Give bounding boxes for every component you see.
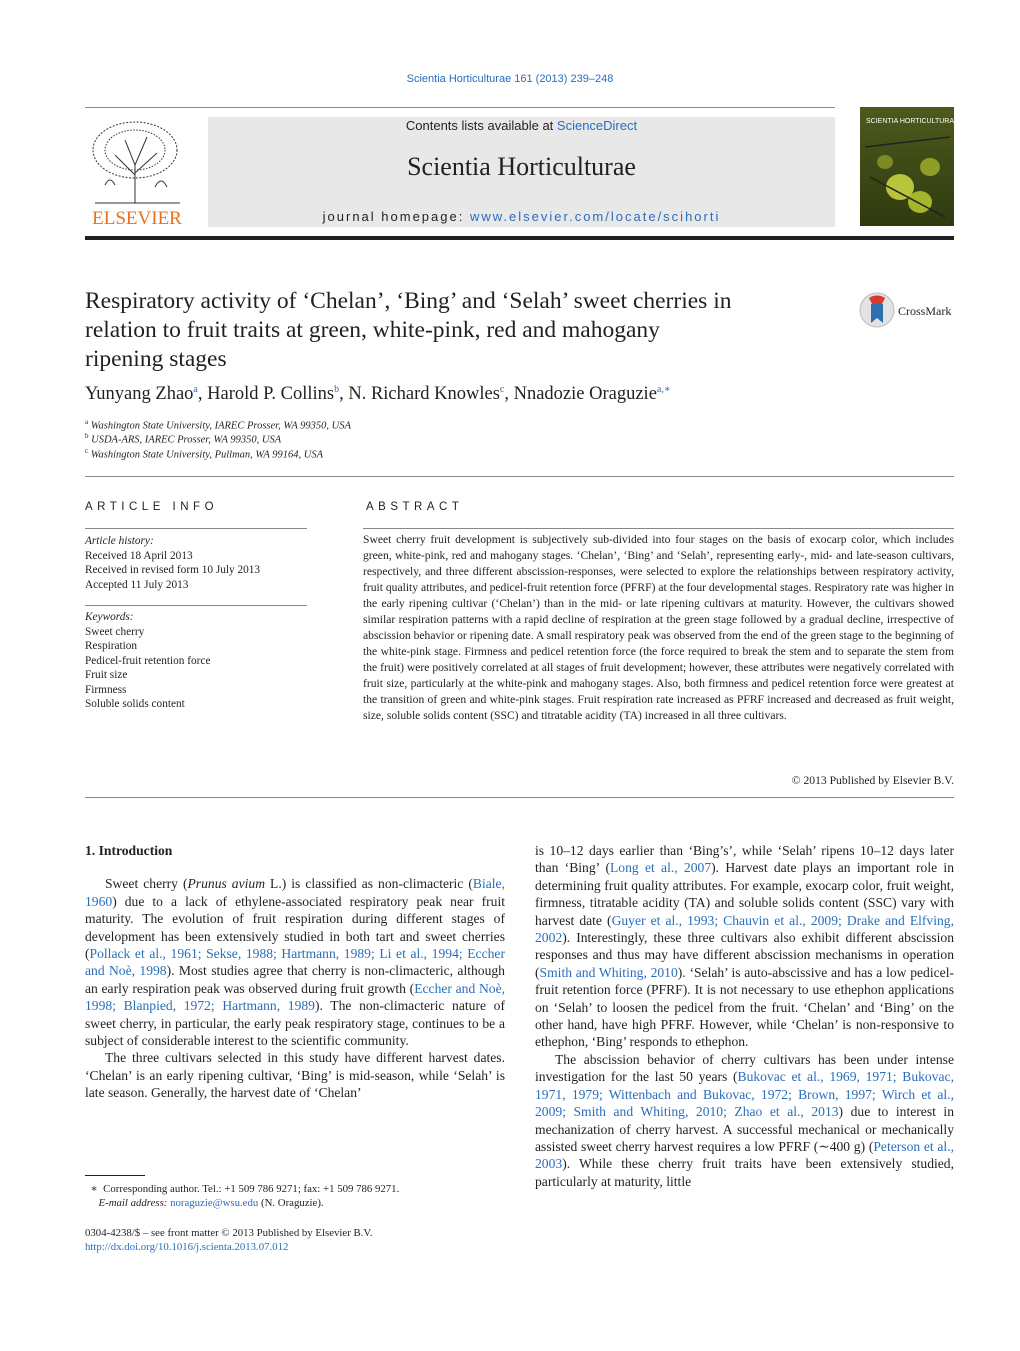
contents-line [208, 118, 835, 133]
email-label: E-mail address: [98, 1197, 168, 1210]
citation-link[interactable]: Biale, 1960 [85, 876, 505, 909]
abstract-copyright: © 2013 Published by Elsevier B.V. [791, 774, 954, 787]
sciencedirect-link[interactable]: ScienceDirect [556, 118, 638, 133]
doi-link[interactable]: http://dx.doi.org/10.1016/j.scienta.2013.07.012 [85, 1241, 289, 1254]
affiliation-text: Washington State University, IAREC Prosser, WA 99350, USA [90, 420, 351, 432]
body-paragraph: Sweet cherry (Prunus avium L.) is classified as non-climacteric (Biale, 1960) due to a lack of ethylene-associated respiratory peak near fruit maturity. The evolution of fruit respiration during different stages of development has been extensively studied in both tart and sweet cherries (Pollack et al., 1961; Sekse, 1988; Hartmann, 1989; Li et al., 1994; Eccher and Noè, 1998). Most studies agree that cherry is non-climacteric, although an early respiration peak was observed during fruit growth (Eccher and Noè, 1998; Blanpied, 1972; Hartmann, 1989). The non-climacteric nature of sweet cherry, in particular, the early peak respiratory stage, continues to be a subject of considerable interest to the scientific community. [85, 876, 505, 1049]
title-line-2: relation to fruit traits at green, white-pink, red and mahogany [85, 317, 660, 343]
author-affil-marker[interactable]: b [334, 384, 340, 395]
body-left-column [85, 842, 505, 1102]
divider [85, 797, 954, 798]
keyword: Pedicel-fruit retention force [85, 654, 211, 667]
keyword: Firmness [85, 683, 127, 696]
author-affil-marker[interactable]: c [499, 384, 505, 395]
header-top-rule [85, 107, 835, 108]
abstract-paragraph: Sweet cherry fruit development is subjectively sub-divided into four stages on the basis of exocarp color, which includes green, white-pink, red and mahogany stages. ‘Chelan’, ‘Bing’ and ‘Selah’, representing early-, mid- and late-season cultivars, respectively, and three different abscission-responses, were selected to explore the relationships between respiratory activity, fruit quality attributes, and pedicel-fruit retention force (PFRF) at the four developmental stages. Respiratory rate was higher in the early ripening cultivar (‘Chelan’) than in the mid- or late ripening cultivars at maturity. However, the cultivars showed similar respiration patterns with a rapid decline of respiration at the green stage followed by a gradual decline, irrespective of abscission behavior or ripening date. A small respiratory peak was observed from the end of the green stage to the beginning of the white-pink stage. Firmness and pedicel retention force (the force required to break the stem and to separate the stem from the fruit) were positively correlated at all stages of fruit development; however, these attributes were negatively correlated with fruit size, particularly at the white-pink and mahogany stages. Also, both firmness and pedicel retention force were greatest at the transition of green and white-pink stages. Fruit respiration rate increased as PFRF increased and decreased as fruit weight, size, soluble solids content (SSC) and titratable acidity (TA) increased in all three cultivars. [363, 533, 954, 722]
italic-text: Prunus avium [187, 876, 266, 892]
contents-prefix: Contents lists available at [405, 118, 557, 133]
divider [85, 605, 307, 606]
author-affil-marker[interactable]: a,∗ [656, 384, 671, 395]
abstract-text [363, 532, 954, 724]
elsevier-logo[interactable] [85, 115, 190, 230]
author-name[interactable]: Yunyang Zhao [85, 384, 194, 405]
crossmark-label: CrossMark [898, 304, 952, 318]
keyword: Sweet cherry [85, 625, 145, 638]
divider [363, 528, 954, 529]
affiliation-text: USDA-ARS, IAREC Prosser, WA 99350, USA [91, 434, 282, 446]
author-name[interactable]: N. Richard Knowles [348, 384, 500, 405]
article-info-heading: ARTICLE INFO [85, 501, 219, 513]
affiliation-marker: a [85, 418, 89, 426]
footnote-text: Corresponding author. Tel.: +1 509 786 9271; fax: +1 509 786 9271. [103, 1183, 400, 1195]
accepted-date: Accepted 11 July 2013 [85, 578, 189, 591]
affiliation-text: Washington State University, Pullman, WA 99164, USA [90, 449, 324, 461]
journal-cover-image[interactable] [860, 107, 954, 226]
front-matter [85, 1226, 373, 1255]
author-name[interactable]: Harold P. Collins [207, 384, 335, 405]
citation-link[interactable]: Smith and Whiting, 2010 [539, 964, 678, 980]
author-affil-marker[interactable]: a [193, 384, 198, 395]
journal-citation[interactable]: Scientia Horticulturae 161 (2013) 239–248 [406, 73, 614, 85]
keyword: Respiration [85, 640, 138, 652]
affiliation [85, 418, 351, 432]
journal-title: Scientia Horticulturae [407, 152, 636, 181]
cover-image-icon [860, 107, 954, 226]
cover-text: SCIENTIA HORTICULTURAE [866, 118, 954, 125]
citation-link[interactable]: Pollack et al., 1961; Sekse, 1988; Hartmann, 1989; Li et al., 1994; Eccher and Noè, 1998 [85, 946, 505, 979]
title-line-3: ripening stages [85, 346, 227, 372]
footnote-rule [85, 1175, 145, 1176]
footnote-marker: ∗ [90, 1183, 98, 1195]
author-list: Yunyang Zhao$^a$, Harold P. Collins$^b$, N. Richard Knowles$^c$, Nnadozie Oraguzie$^{a,∗}$ [85, 384, 671, 405]
keywords-label: Keywords: [85, 611, 134, 623]
citation-link[interactable]: Peterson et al., 2003 [535, 1138, 954, 1172]
crossmark-icon [858, 290, 958, 330]
journal-homepage [208, 209, 835, 224]
affiliation-marker: c [85, 447, 89, 455]
article-title [85, 287, 825, 374]
revised-date: Received in revised form 10 July 2013 [85, 564, 261, 576]
article-history [85, 534, 260, 592]
citation-link[interactable]: Eccher and Noè, 1998; Blanpied, 1972; Hartmann, 1989 [85, 980, 505, 1014]
crossmark-badge[interactable] [858, 290, 958, 330]
affiliation [85, 432, 281, 446]
email-suffix: (N. Oraguzie). [258, 1197, 324, 1210]
issn-line: 0304-4238/$ – see front matter © 2013 Published by Elsevier B.V. [85, 1227, 373, 1239]
elsevier-wordmark: ELSEVIER [92, 208, 182, 229]
author-name[interactable]: Nnadozie Oraguzie [513, 384, 657, 405]
affiliation [85, 447, 323, 461]
citation-link[interactable]: Bukovac et al., 1969, 1971; Bukovac, 1971, 1979; Wittenbach and Bukovac, 1972; Brown, 1997; Wirch et al., 2009; Smith and Whiting, 2010; Zhao et al., 2013 [535, 1069, 954, 1120]
body-paragraph: is 10–12 days earlier than ‘Bing’s’, while ‘Selah’ ripens 10–12 days later than ‘Bing’ (Long et al., 2007). Harvest date plays an important role in determining fruit quality attributes. For example, exocarp color, fruit weight, firmness, titratable acidity (TA) and soluble solids content (SSC) vary with harvest date (Guyer et al., 1993; Chauvin et al., 2009; Drake and Elfving, 2002). Interestingly, these three cultivars also exhibit different abscission responses and thus may have different abscission mechanisms in operation (Smith and Whiting, 2010). ‘Selah’ is auto-abscissive and has a low pedicel-fruit retention force (PFRF). It is not necessary to use ethephon applications on ‘Selah’ to loosen the pedicel from the fruit. ‘Chelan’ and ‘Bing’ on the other hand, have high PFRF. However, while ‘Chelan’ is non-responsive to ethephon, ‘Bing’ responds to ethephon. [535, 843, 955, 1050]
citation-link[interactable]: Long et al., 2007 [609, 860, 712, 876]
keyword: Soluble solids content [85, 698, 185, 710]
body-right-column [535, 842, 954, 1190]
title-line-1: Respiratory activity of ‘Chelan’, ‘Bing’ and ‘Selah’ sweet cherries in [85, 288, 732, 314]
elsevier-tree-icon [85, 115, 190, 230]
email-link[interactable]: noraguzie@wsu.edu [170, 1197, 259, 1210]
body-paragraph: The three cultivars selected in this study have different harvest dates. ‘Chelan’ is an early ripening cultivar, ‘Bing’ is mid-season, while ‘Selah’ is late season. Generally, the harvest date of ‘Chelan’ [85, 1050, 505, 1101]
received-date: Received 18 April 2013 [85, 549, 193, 562]
body-paragraph: The abscission behavior of cherry cultivars has been under intense investigation for the last 50 years (Bukovac et al., 1969, 1971; Bukovac, 1971, 1979; Wittenbach and Bukovac, 1972; Brown, 1997; Wirch et al., 2009; Smith and Whiting, 2010; Zhao et al., 2013) due to interest in mechanization of cherry harvest. A successful mechanical or mechanically assisted sweet cherry harvest requires a low PFRF (∼400 g) (Peterson et al., 2003). While these cherry fruit traits have been extensively studied, particularly at maturity, little [535, 1051, 954, 1189]
keyword: Fruit size [85, 669, 128, 681]
abstract-heading: ABSTRACT [366, 501, 464, 513]
citation-link[interactable]: Guyer et al., 1993; Chauvin et al., 2009; Drake and Elfving, 2002 [535, 912, 954, 946]
corresponding-author-footnote [85, 1182, 399, 1211]
header-rule [85, 236, 954, 240]
divider [85, 528, 307, 529]
homepage-label: journal homepage: [322, 209, 470, 224]
homepage-link[interactable]: www.elsevier.com/locate/scihorti [469, 209, 721, 224]
divider [85, 476, 954, 477]
keywords [85, 610, 210, 712]
history-label: Article history: [85, 535, 154, 547]
section-heading: 1. Introduction [85, 843, 173, 858]
affiliation-marker: b [85, 432, 89, 440]
